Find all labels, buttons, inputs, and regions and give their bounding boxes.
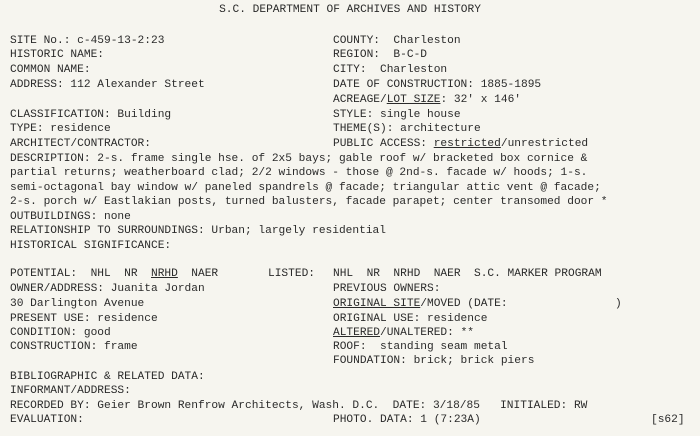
page-reference: [s62] bbox=[651, 414, 685, 426]
relationship-to-surroundings: RELATIONSHIP TO SURROUNDINGS: Urban; largely residential bbox=[10, 225, 386, 237]
region: REGION: B-C-D bbox=[333, 49, 427, 61]
original-site-moved: ORIGINAL SITE/MOVED (DATE: ) bbox=[333, 298, 622, 310]
listed-values: NHL NR NRHD NAER S.C. MARKER PROGRAM bbox=[333, 268, 602, 280]
public-access: PUBLIC ACCESS: restricted/unrestricted bbox=[333, 138, 589, 150]
acreage-lot-size: ACREAGE/LOT SIZE: 32' x 146' bbox=[333, 94, 522, 106]
architect-contractor: ARCHITECT/CONTRACTOR: bbox=[10, 138, 151, 150]
roof: ROOF: standing seam metal bbox=[333, 341, 508, 353]
original-use: ORIGINAL USE: residence bbox=[333, 313, 488, 325]
present-use: PRESENT USE: residence bbox=[10, 313, 158, 325]
previous-owners: PREVIOUS OWNERS: bbox=[333, 283, 441, 295]
themes: THEME(S): architecture bbox=[333, 123, 481, 135]
style: STYLE: single house bbox=[333, 109, 461, 121]
description-line: partial returns; weatherboard clad; 2/2 windows - those @ 2nd-s. facade w/ hoods; 1-s. bbox=[10, 167, 588, 179]
description-line: DESCRIPTION: 2-s. frame single hse. of 2x5 bays; gable roof w/ bracketed box cornice & bbox=[10, 153, 588, 165]
informant-address: INFORMANT/ADDRESS: bbox=[10, 385, 131, 397]
form-title: S.C. DEPARTMENT OF ARCHIVES AND HISTORY bbox=[219, 4, 481, 16]
date-of-construction: DATE OF CONSTRUCTION: 1885-1895 bbox=[333, 79, 542, 91]
common-name: COMMON NAME: bbox=[10, 64, 91, 76]
photo-data: PHOTO. DATA: 1 (7:23A) bbox=[333, 414, 481, 426]
potential: POTENTIAL: NHL NR NRHD NAER bbox=[10, 268, 219, 280]
description-line: 2-s. porch w/ Eastlakian posts, turned balusters, facade parapet; center transomed door * bbox=[10, 196, 608, 208]
outbuildings: OUTBUILDINGS: none bbox=[10, 211, 131, 223]
condition: CONDITION: good bbox=[10, 327, 111, 339]
historical-significance: HISTORICAL SIGNIFICANCE: bbox=[10, 240, 172, 252]
evaluation: EVALUATION: bbox=[10, 414, 84, 426]
historic-name: HISTORIC NAME: bbox=[10, 49, 104, 61]
county: COUNTY: Charleston bbox=[333, 35, 461, 47]
owner-address: OWNER/ADDRESS: Juanita Jordan bbox=[10, 283, 205, 295]
city: CITY: Charleston bbox=[333, 64, 448, 76]
classification: CLASSIFICATION: Building bbox=[10, 109, 172, 121]
site-number: SITE No.: c-459-13-2:23 bbox=[10, 35, 165, 47]
owner-street-address: 30 Darlington Avenue bbox=[10, 298, 145, 310]
recorded-by: RECORDED BY: Geier Brown Renfrow Architects, Wash. D.C. DATE: 3/18/85 INITIALED: RW bbox=[10, 400, 588, 412]
construction: CONSTRUCTION: frame bbox=[10, 341, 138, 353]
foundation: FOUNDATION: brick; brick piers bbox=[333, 355, 535, 367]
listed-label: LISTED: bbox=[268, 268, 315, 280]
description-line: semi-octagonal bay window w/ paneled spandrels @ facade; triangular attic vent @ facade; bbox=[10, 182, 601, 194]
bibliographic-data: BIBLIOGRAPHIC & RELATED DATA: bbox=[10, 371, 205, 383]
type: TYPE: residence bbox=[10, 123, 111, 135]
altered-unaltered: ALTERED/UNALTERED: ** bbox=[333, 327, 474, 339]
address: ADDRESS: 112 Alexander Street bbox=[10, 79, 205, 91]
